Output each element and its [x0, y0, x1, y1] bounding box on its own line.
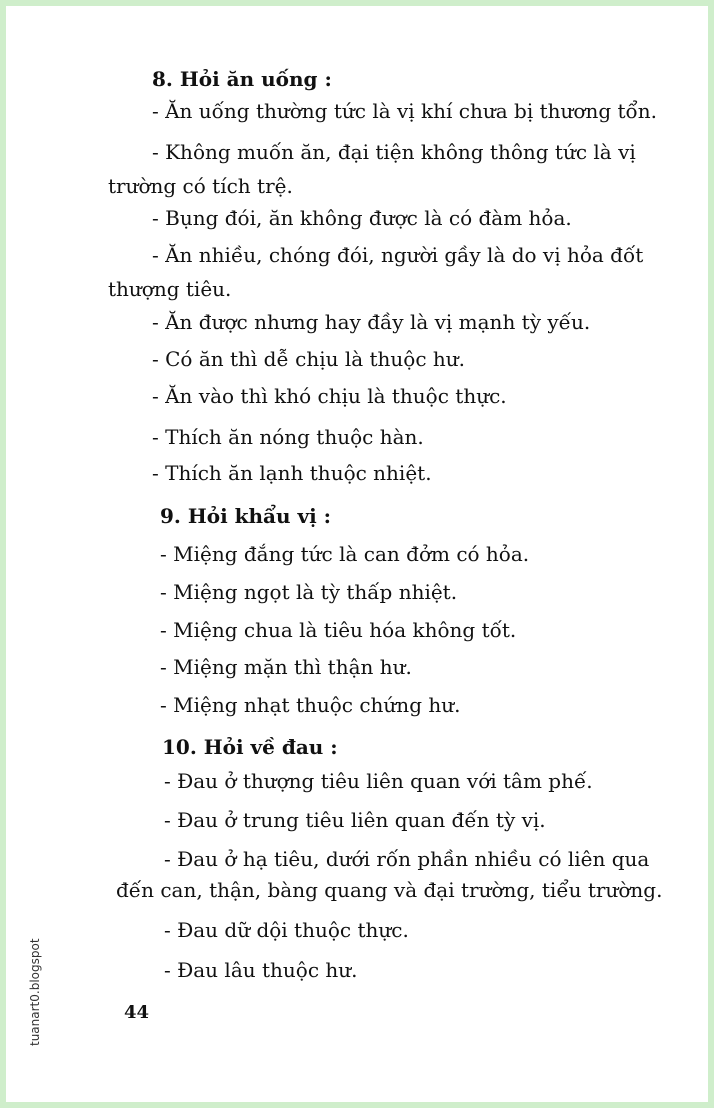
text-line: - Thích ăn nóng thuộc hàn.: [152, 425, 424, 449]
page-number: 44: [124, 1002, 150, 1023]
text-line: - Miệng chua là tiêu hóa không tốt.: [160, 618, 517, 642]
text-line: - Bụng đói, ăn không được là có đàm hỏa.: [152, 206, 572, 230]
book-page: [6, 6, 708, 1102]
text-line: trường có tích trệ.: [108, 174, 293, 198]
text-line: - Miệng mặn thì thận hư.: [160, 655, 412, 679]
text-line: đến can, thận, bàng quang và đại trường, tiểu trường.: [116, 878, 663, 902]
text-line: - Ăn uống thường tức là vị khí chưa bị thương tổn.: [152, 99, 657, 123]
text-line: - Miệng ngọt là tỳ thấp nhiệt.: [160, 580, 458, 604]
text-line: - Đau ở hạ tiêu, dưới rốn phần nhiều có liên qua: [164, 847, 650, 871]
text-line: - Miệng đắng tức là can đởm có hỏa.: [160, 542, 530, 566]
text-line: - Đau ở thượng tiêu liên quan với tâm phế.: [164, 769, 593, 793]
section-heading: 10. Hỏi về đau :: [162, 735, 338, 759]
watermark: tuanart0.blogspot: [28, 938, 42, 1046]
text-line: - Ăn vào thì khó chịu là thuộc thực.: [152, 384, 507, 408]
text-line: - Thích ăn lạnh thuộc nhiệt.: [152, 461, 432, 485]
text-line: - Có ăn thì dễ chịu là thuộc hư.: [152, 347, 466, 371]
section-heading: 8. Hỏi ăn uống :: [152, 67, 332, 91]
text-line: - Ăn nhiều, chóng đói, người gầy là do vị hỏa đốt: [152, 243, 644, 267]
text-line: - Đau lâu thuộc hư.: [164, 958, 358, 982]
text-line: thượng tiêu.: [108, 277, 232, 301]
section-heading: 9. Hỏi khẩu vị :: [160, 504, 332, 528]
text-line: - Đau dữ dội thuộc thực.: [164, 918, 409, 942]
text-line: - Đau ở trung tiêu liên quan đến tỳ vị.: [164, 808, 546, 832]
text-line: - Ăn được nhưng hay đầy là vị mạnh tỳ yếu.: [152, 310, 591, 334]
text-line: - Không muốn ăn, đại tiện không thông tức là vị: [152, 140, 636, 164]
text-line: - Miệng nhạt thuộc chứng hư.: [160, 693, 461, 717]
